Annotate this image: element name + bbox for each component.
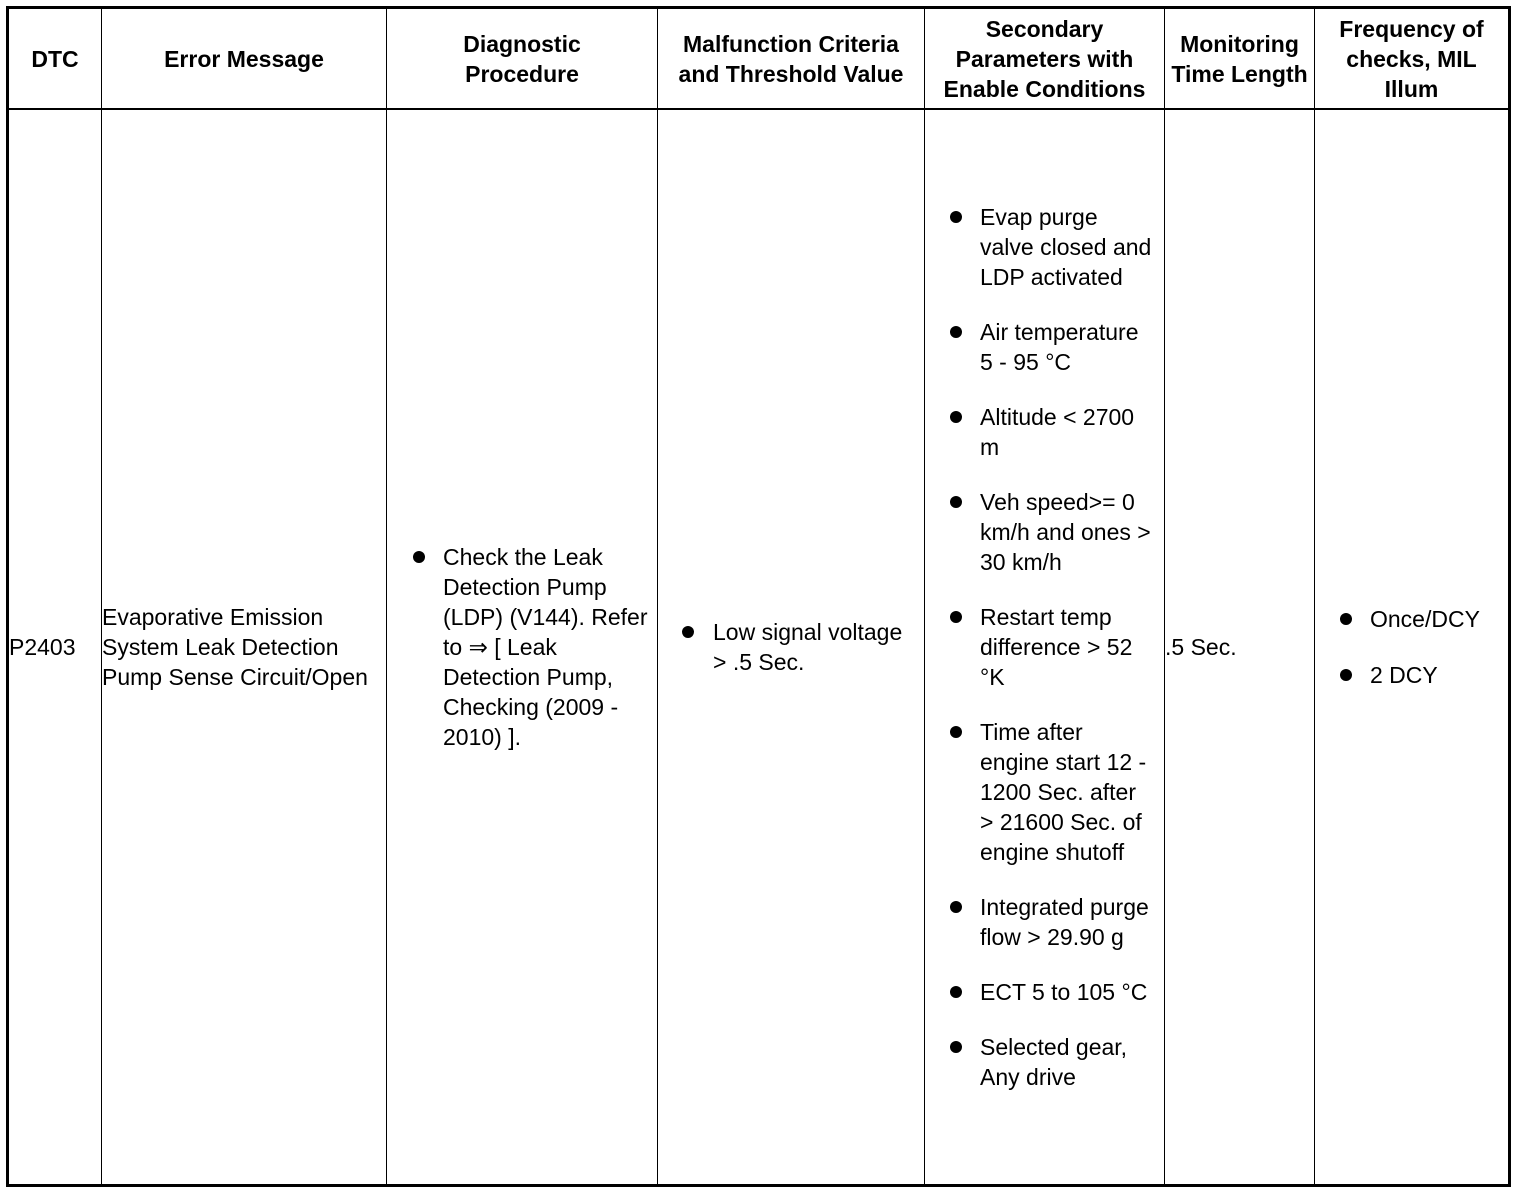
bullet-icon (682, 626, 694, 638)
frequency-text: Once/DCY (1370, 606, 1480, 632)
cell-malfunction-criteria (658, 109, 925, 1186)
bullet-icon (950, 411, 962, 423)
list-item (925, 317, 1164, 377)
list-item (925, 487, 1164, 577)
bullet-icon (950, 611, 962, 623)
header-diagnostic-procedure: Diagnostic Procedure (387, 8, 658, 110)
bullet-icon (950, 326, 962, 338)
header-frequency: Frequency of checks, MIL Illum (1315, 8, 1510, 110)
bullet-icon (950, 901, 962, 913)
cell-secondary-parameters (925, 109, 1165, 1186)
cell-dtc-code: P2403 (8, 109, 102, 1186)
bullet-icon (1340, 669, 1352, 681)
bullet-icon (950, 986, 962, 998)
cell-diagnostic-procedure (387, 109, 658, 1186)
procedure-text: Check the Leak Detection Pump (LDP) (V144). Refer to ⇒ [ Leak Detection Pump, Checking (2009 - 2010) ]. (443, 544, 648, 750)
list-item (925, 892, 1164, 952)
procedure-list (387, 542, 657, 752)
condition-text: Selected gear, Any drive (980, 1034, 1128, 1090)
header-malfunction-criteria: Malfunction Criteria and Threshold Value (658, 8, 925, 110)
header-row (8, 8, 1510, 110)
list-item (1315, 604, 1508, 634)
list-item (925, 717, 1164, 867)
list-item (925, 977, 1164, 1007)
condition-text: Evap purge valve closed and LDP activated (980, 204, 1152, 290)
header-secondary-parameters: Secondary Parameters with Enable Conditions (925, 8, 1165, 110)
condition-text: ECT 5 to 105 °C (980, 979, 1148, 1005)
header-monitoring-time: Monitoring Time Length (1165, 8, 1315, 110)
frequency-list (1315, 604, 1508, 690)
frequency-text: 2 DCY (1370, 662, 1438, 688)
condition-text: Time after engine start 12 - 1200 Sec. after > 21600 Sec. of engine shutoff (980, 719, 1147, 865)
bullet-icon (950, 726, 962, 738)
condition-text: Restart temp difference > 52 °K (980, 604, 1133, 690)
cell-frequency (1315, 109, 1510, 1186)
bullet-icon (413, 551, 425, 563)
list-item (925, 202, 1164, 292)
bullet-icon (950, 211, 962, 223)
condition-text: Integrated purge flow > 29.90 g (980, 894, 1149, 950)
list-item (925, 1032, 1164, 1092)
header-dtc: DTC (8, 8, 102, 110)
list-item (1315, 660, 1508, 690)
dtc-table (6, 6, 1511, 1187)
header-error-message: Error Message (102, 8, 387, 110)
list-item (658, 617, 924, 677)
bullet-icon (1340, 613, 1352, 625)
cell-monitoring-time: .5 Sec. (1165, 109, 1315, 1186)
table-row (8, 109, 1510, 1186)
conditions-list (925, 202, 1164, 1092)
cell-error-message: Evaporative Emission System Leak Detection Pump Sense Circuit/Open (102, 109, 387, 1186)
criteria-list (658, 617, 924, 677)
list-item (925, 402, 1164, 462)
list-item (387, 542, 657, 752)
list-item (925, 602, 1164, 692)
condition-text: Veh speed>= 0 km/h and ones > 30 km/h (980, 489, 1151, 575)
bullet-icon (950, 496, 962, 508)
condition-text: Air temperature 5 - 95 °C (980, 319, 1139, 375)
bullet-icon (950, 1041, 962, 1053)
criteria-text: Low signal voltage > .5 Sec. (713, 619, 903, 675)
condition-text: Altitude < 2700 m (980, 404, 1135, 460)
